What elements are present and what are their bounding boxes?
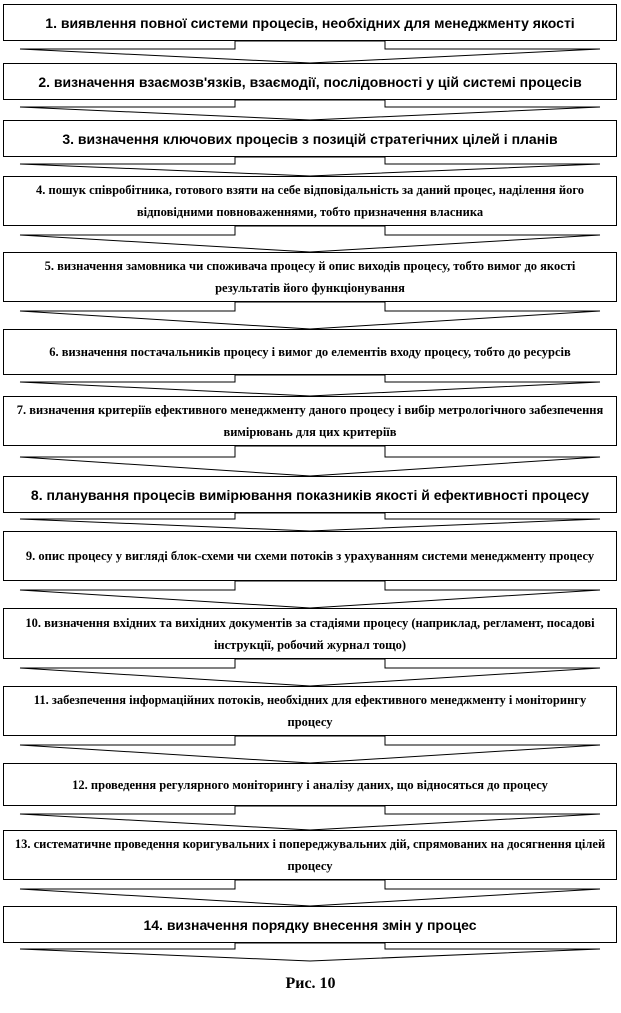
step-label-12: 12. проведення регулярного моніторингу і аналізу даних, що відносяться до процесу [72,777,548,792]
step-box-9 [3,531,617,581]
step-label-2: 2. визначення взаємозв'язків, взаємодії, послідовності у цій системі процесів [38,73,582,90]
flow-arrow-4 [20,226,600,252]
step-box-4 [3,176,617,226]
step-label-7: 7. визначення критеріїв ефективного менеджменту даного процесу і вибір метрологічного забезпечення вимірювань для цих критеріїв [16,403,604,439]
step-box-14 [3,906,617,943]
step-box-6 [3,329,617,375]
step-box-13 [3,830,617,880]
step-box-7 [3,396,617,446]
step-label-13: 13. систематичне проведення коригувальних і попереджувальних дій, спрямованих на досягнення цілей процесу [14,837,606,873]
flow-arrow-11 [20,736,600,763]
step-box-2 [3,63,617,100]
step-label-6: 6. визначення постачальників процесу і вимог до елементів входу процесу, тобто до ресурсів [49,345,571,359]
step-box-1 [3,4,617,41]
flow-arrow-7 [20,446,600,476]
flow-arrow-13 [20,880,600,906]
step-box-3 [3,120,617,157]
step-label-14: 14. визначення порядку внесення змін у процес [143,916,477,933]
step-label-1: 1. виявлення повної системи процесів, необхідних для менеджменту якості [45,14,575,31]
step-label-10: 10. визначення вхідних та вихідних документів за стадіями процесу (наприклад, регламент, посадові інструкції, робочий журнал тощо) [25,615,595,652]
flow-arrow-9 [20,581,600,608]
flow-arrow-2 [20,100,600,120]
step-label-9: 9. опис процесу у вигляді блок-схеми чи схеми потоків з урахуванням системи менеджменту процесу [25,549,595,563]
step-label-8: 8. планування процесів вимірювання показників якості й ефективності процесу [30,486,590,503]
step-box-8 [3,476,617,513]
flow-arrow-14 [20,943,600,961]
flow-arrow-5 [20,302,600,329]
step-label-3: 3. визначення ключових процесів з позицій стратегічних цілей і планів [62,130,558,147]
flow-arrow-8 [20,513,600,531]
flow-arrow-6 [20,375,600,396]
flow-arrow-12 [20,806,600,830]
flow-arrow-3 [20,157,600,176]
flow-arrow-1 [20,41,600,63]
step-box-10 [3,608,617,659]
step-label-11: 11. забезпечення інформаційних потоків, необхідних для ефективного менеджменту і моніторингу процесу [33,693,587,729]
figure-caption: Рис. 10 [285,975,336,992]
step-label-4: 4. пошук співробітника, готового взяти на себе відповідальність за даний процес, наділення його відповідними повноваженнями, тобто призначення власника [36,183,584,219]
step-label-5: 5. визначення замовника чи споживача процесу й опис виходів процесу, тобто вимог до якості результатів його функціонування [44,259,576,295]
step-box-12 [3,763,617,806]
step-box-5 [3,252,617,302]
step-box-11 [3,686,617,736]
flow-arrow-10 [20,659,600,686]
